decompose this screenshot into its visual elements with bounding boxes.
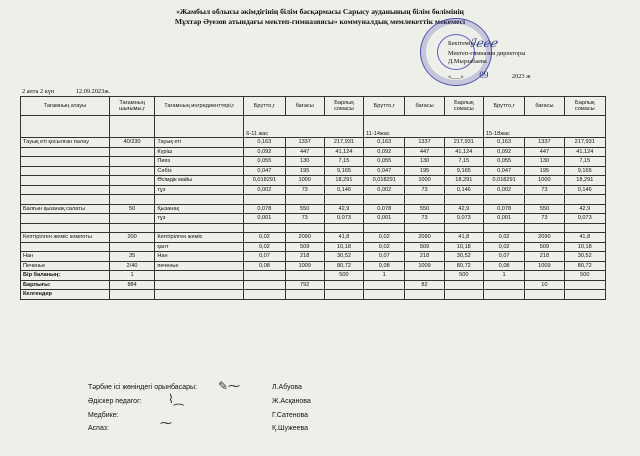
portion: 2/40: [109, 261, 154, 271]
value-cell: 550: [285, 204, 324, 214]
value-cell: [483, 195, 524, 205]
value-cell: 0,07: [483, 252, 524, 262]
value-cell: 130: [285, 157, 324, 167]
value-cell: 18,291: [564, 176, 605, 186]
col-price-3: бағасы: [525, 97, 564, 116]
value-cell: 447: [525, 147, 564, 157]
value-cell: 0,08: [483, 261, 524, 271]
value-cell: 1337: [405, 138, 444, 148]
value-cell: 0,073: [564, 214, 605, 224]
table-row: [21, 185, 606, 195]
value-cell: 42,9: [324, 204, 363, 214]
value-cell: 218: [525, 252, 564, 262]
table-row: [21, 166, 606, 176]
signature-mark-1: ✎⁓: [218, 379, 241, 393]
table-row: [21, 223, 606, 233]
ingredient: Нан: [155, 252, 244, 262]
age-group-1: 6-11 жас: [244, 116, 364, 138]
value-cell: 0,02: [244, 233, 285, 243]
arrivals-label: Келгендер: [21, 290, 110, 300]
value-cell: 550: [405, 204, 444, 214]
value-cell: 195: [405, 166, 444, 176]
ingredient: қант: [155, 242, 244, 252]
value-cell: 73: [405, 214, 444, 224]
ingredient: Кептірілген жеміс: [155, 233, 244, 243]
value-cell: 0,047: [244, 166, 285, 176]
value-cell: 0,163: [483, 138, 524, 148]
ingredient: Қызанақ: [155, 204, 244, 214]
value-cell: [364, 195, 405, 205]
value-cell: 0,073: [324, 214, 363, 224]
value-cell: 9,165: [324, 166, 363, 176]
approval-line-2: Мектеп-гимназия директоры: [448, 50, 526, 57]
col-brutto-2: Брутто,г: [364, 97, 405, 116]
value-cell: 1337: [285, 138, 324, 148]
value-cell: 30,52: [444, 252, 483, 262]
value-cell: 0,146: [444, 185, 483, 195]
value-cell: 41,124: [564, 147, 605, 157]
value-cell: 217,931: [324, 138, 363, 148]
value-cell: 73: [405, 185, 444, 195]
value-cell: [564, 195, 605, 205]
signature-role: Әдіскер педагог:: [88, 398, 142, 405]
ingredient: [155, 223, 244, 233]
value-cell: 41,124: [444, 147, 483, 157]
dish-name: Нан: [21, 252, 110, 262]
value-cell: 30,52: [324, 252, 363, 262]
value-cell: [364, 223, 405, 233]
dish-name: [21, 147, 110, 157]
value-cell: 41,124: [324, 147, 363, 157]
signature-role: Тәрбие ісі жөніндегі орынбасары:: [88, 384, 197, 391]
portion: 35: [109, 252, 154, 262]
value-cell: 2090: [285, 233, 324, 243]
header-line-1: «Жамбыл облысы әкімдігінің білім басқармасы Сарысу ауданының білім бөлімінің: [176, 7, 464, 16]
dish-name: Печенье: [21, 261, 110, 271]
value-cell: 0,018291: [364, 176, 405, 186]
value-cell: 0,018291: [483, 176, 524, 186]
totals-row: Барлығы: 884 792 82 10: [21, 280, 606, 290]
value-cell: 10,18: [324, 242, 363, 252]
portion: 40/230: [109, 138, 154, 148]
col-price-2: бағасы: [405, 97, 444, 116]
value-cell: 1000: [525, 176, 564, 186]
value-cell: 10,18: [564, 242, 605, 252]
value-cell: 195: [525, 166, 564, 176]
table-row: [21, 261, 606, 271]
table-row: [21, 147, 606, 157]
value-cell: 0,08: [364, 261, 405, 271]
value-cell: 0,163: [364, 138, 405, 148]
value-cell: [444, 223, 483, 233]
portion: [109, 176, 154, 186]
value-cell: 42,9: [564, 204, 605, 214]
value-cell: 0,146: [564, 185, 605, 195]
table-row: [21, 157, 606, 167]
ingredient: [155, 195, 244, 205]
signature-name: Л.Абуова: [272, 384, 302, 391]
table-header-row: [21, 97, 606, 116]
approval-line-4: «___» 09 2023 ж: [448, 70, 531, 80]
portion: [109, 242, 154, 252]
table-row: [21, 214, 606, 224]
dish-name: [21, 195, 110, 205]
value-cell: 0,078: [244, 204, 285, 214]
signature-mark-2: ⌇⁔: [168, 392, 184, 406]
value-cell: [324, 195, 363, 205]
value-cell: [244, 195, 285, 205]
value-cell: 30,52: [564, 252, 605, 262]
value-cell: [324, 223, 363, 233]
dish-name: [21, 166, 110, 176]
col-brutto-3: Брутто,г: [483, 97, 524, 116]
value-cell: 195: [285, 166, 324, 176]
value-cell: 7,15: [444, 157, 483, 167]
value-cell: 0,02: [483, 242, 524, 252]
portion: 200: [109, 233, 154, 243]
value-cell: 0,055: [483, 157, 524, 167]
value-cell: 0,018291: [244, 176, 285, 186]
ingredient: Тауық еті: [155, 138, 244, 148]
value-cell: 73: [525, 214, 564, 224]
value-cell: 509: [525, 242, 564, 252]
value-cell: 7,15: [324, 157, 363, 167]
value-cell: 0,092: [244, 147, 285, 157]
table-row: [21, 176, 606, 186]
value-cell: 1009: [405, 261, 444, 271]
portion: [109, 166, 154, 176]
value-cell: 1000: [285, 176, 324, 186]
value-cell: 0,07: [364, 252, 405, 262]
table-row: [21, 138, 606, 148]
col-dish: Тағамның атауы: [21, 97, 110, 116]
value-cell: 0,02: [364, 242, 405, 252]
value-cell: 0,08: [244, 261, 285, 271]
portion: [109, 147, 154, 157]
value-cell: 0,002: [483, 185, 524, 195]
value-cell: 0,055: [364, 157, 405, 167]
ingredient: Өсімдік майы: [155, 176, 244, 186]
value-cell: 0,055: [244, 157, 285, 167]
value-cell: 130: [405, 157, 444, 167]
value-cell: 9,165: [444, 166, 483, 176]
approval-line-1: Бекітемін:: [448, 40, 476, 47]
value-cell: 7,15: [564, 157, 605, 167]
value-cell: [285, 223, 324, 233]
value-cell: [483, 223, 524, 233]
dish-name: Кептірілген жеміс компоты: [21, 233, 110, 243]
value-cell: [525, 195, 564, 205]
age-row: [21, 116, 606, 138]
value-cell: 80,72: [444, 261, 483, 271]
value-cell: 0,001: [483, 214, 524, 224]
value-cell: 0,02: [244, 242, 285, 252]
value-cell: [244, 223, 285, 233]
value-cell: 41,8: [324, 233, 363, 243]
value-cell: 0,002: [364, 185, 405, 195]
value-cell: 0,078: [483, 204, 524, 214]
signature-name: Г.Сатенова: [272, 412, 309, 419]
table-row: [21, 233, 606, 243]
signature-mark-3: ⁓: [160, 416, 172, 430]
value-cell: 550: [525, 204, 564, 214]
dish-name: Тауық еті қосылған палау: [21, 138, 110, 148]
ingredient: тұз: [155, 185, 244, 195]
dish-name: [21, 242, 110, 252]
portion: [109, 185, 154, 195]
signature-name: Ж.Асқанова: [272, 398, 311, 405]
value-cell: 217,931: [444, 138, 483, 148]
approval-day: 09: [479, 70, 489, 80]
value-cell: 0,002: [244, 185, 285, 195]
ingredient: печенье: [155, 261, 244, 271]
value-cell: 0,163: [244, 138, 285, 148]
value-cell: 41,8: [444, 233, 483, 243]
value-cell: 73: [285, 185, 324, 195]
value-cell: 0,073: [444, 214, 483, 224]
value-cell: 18,291: [444, 176, 483, 186]
dish-name: [21, 157, 110, 167]
totals-label: Барлығы:: [21, 280, 110, 290]
approval-line-3: Д.Мырзабаева: [448, 58, 487, 65]
portion: 50: [109, 204, 154, 214]
value-cell: [444, 195, 483, 205]
col-brutto-1: Брутто,г: [244, 97, 285, 116]
age-group-2: 11-14жас: [364, 116, 484, 138]
col-price-1: бағасы: [285, 97, 324, 116]
value-cell: 1337: [525, 138, 564, 148]
value-cell: 18,291: [324, 176, 363, 186]
value-cell: 2090: [525, 233, 564, 243]
portion: [109, 195, 154, 205]
table-row: [21, 195, 606, 205]
age-group-3: 15-18жас: [483, 116, 605, 138]
value-cell: 217,931: [564, 138, 605, 148]
col-total-2: Барлық сомасы: [444, 97, 483, 116]
ingredient: Күріш: [155, 147, 244, 157]
ingredient: тұз: [155, 214, 244, 224]
value-cell: 0,07: [244, 252, 285, 262]
value-cell: 9,165: [564, 166, 605, 176]
value-cell: 2090: [405, 233, 444, 243]
menu-table: [20, 96, 606, 300]
col-portion: Тағамның шығымы,г: [109, 97, 154, 116]
table-row: [21, 242, 606, 252]
value-cell: 0,001: [244, 214, 285, 224]
col-total-3: Барлық сомасы: [564, 97, 605, 116]
value-cell: 73: [285, 214, 324, 224]
ingredient: Сәбіз: [155, 166, 244, 176]
value-cell: 1000: [405, 176, 444, 186]
value-cell: 10,18: [444, 242, 483, 252]
value-cell: 80,72: [324, 261, 363, 271]
value-cell: 42,9: [444, 204, 483, 214]
value-cell: 0,02: [364, 233, 405, 243]
value-cell: 0,146: [324, 185, 363, 195]
value-cell: 447: [405, 147, 444, 157]
value-cell: 0,092: [483, 147, 524, 157]
value-cell: 1009: [525, 261, 564, 271]
arrivals-row: [21, 290, 606, 300]
value-cell: [405, 223, 444, 233]
value-cell: 73: [525, 185, 564, 195]
signature-name: Қ.Шужеева: [272, 425, 309, 432]
portion: [109, 157, 154, 167]
dish-name: Балғын қызанақ салаты: [21, 204, 110, 214]
dish-name: [21, 176, 110, 186]
director-signature: ℐℯℯℯ: [470, 36, 497, 50]
value-cell: 218: [285, 252, 324, 262]
ingredient: Пияз: [155, 157, 244, 167]
value-cell: 1009: [285, 261, 324, 271]
value-cell: 0,078: [364, 204, 405, 214]
dish-name: [21, 223, 110, 233]
day-info: 2 апта 2 күн 12.09.2023ж.: [22, 88, 111, 95]
value-cell: 80,72: [564, 261, 605, 271]
value-cell: [564, 223, 605, 233]
signature-role: Медбике:: [88, 412, 119, 419]
table-row: [21, 252, 606, 262]
signature-role: Аспаз:: [88, 425, 109, 432]
unit-price-row: Бір баланың: 1 500 1 500 1 500: [21, 271, 606, 281]
unit-price-label: Бір баланың:: [21, 271, 110, 281]
table-row: [21, 204, 606, 214]
col-total-1: Барлық сомасы: [324, 97, 363, 116]
value-cell: [405, 195, 444, 205]
value-cell: 509: [405, 242, 444, 252]
value-cell: 41,8: [564, 233, 605, 243]
value-cell: 0,047: [483, 166, 524, 176]
dish-name: [21, 185, 110, 195]
dish-name: [21, 214, 110, 224]
value-cell: 0,001: [364, 214, 405, 224]
header-line-2: Мұхтар Әуезов атындағы мектеп-гимназиясы» коммуналдық мемлекеттік мекемесі: [174, 17, 466, 26]
value-cell: 509: [285, 242, 324, 252]
value-cell: 130: [525, 157, 564, 167]
col-ingredient: Тағамның ингредиенттері,г: [155, 97, 244, 116]
value-cell: 0,047: [364, 166, 405, 176]
value-cell: 218: [405, 252, 444, 262]
portion: [109, 223, 154, 233]
value-cell: 447: [285, 147, 324, 157]
value-cell: [525, 223, 564, 233]
value-cell: [285, 195, 324, 205]
portion: [109, 214, 154, 224]
value-cell: 0,02: [483, 233, 524, 243]
value-cell: 0,092: [364, 147, 405, 157]
